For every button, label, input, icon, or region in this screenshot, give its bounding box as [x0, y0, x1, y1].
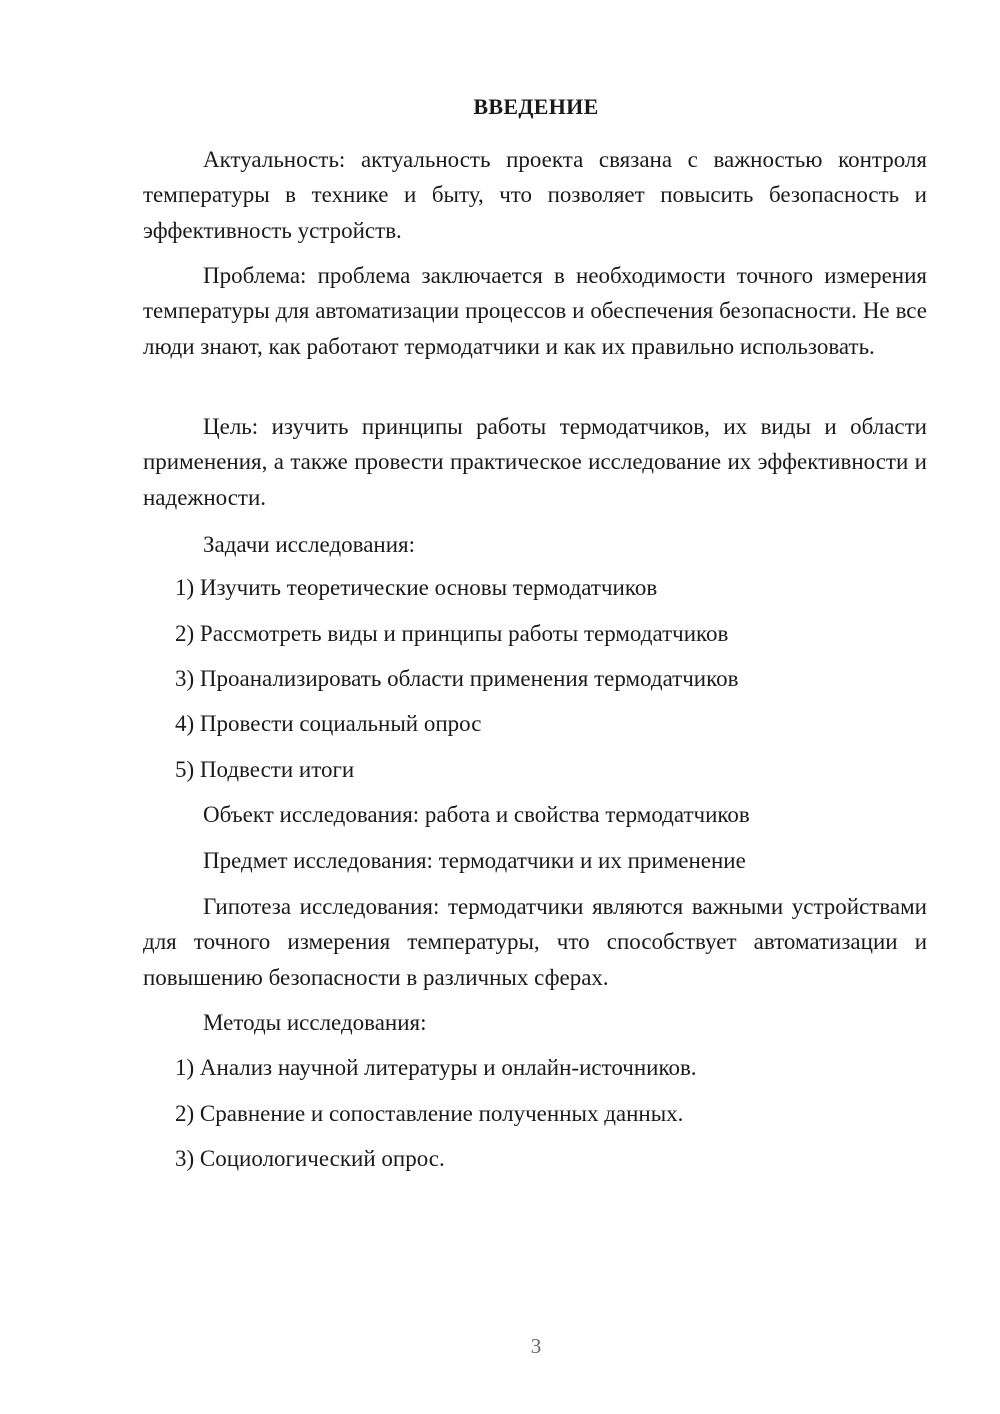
task-item: 4) Провести социальный опрос: [175, 711, 482, 736]
task-item: 3) Проанализировать области применения термодатчиков: [175, 666, 739, 691]
page-number: 3: [530, 1334, 542, 1358]
hypothesis-paragraph: Гипотеза исследования: термодатчики являются важными устройствами для точного измерения температуры, что способствует автоматизации и повышению безопасности в различных сферах.: [143, 894, 927, 990]
subject-line: Предмет исследования: термодатчики и их применение: [203, 848, 746, 873]
relevance-paragraph: Актуальность: актуальность проекта связана с важностью контроля температуры в технике и быту, что позволяет повысить безопасность и эффективность устройств.: [143, 147, 927, 243]
tasks-heading: Задачи исследования:: [203, 532, 416, 557]
object-line: Объект исследования: работа и свойства термодатчиков: [203, 802, 750, 827]
task-item: 2) Рассмотреть виды и принципы работы термодатчиков: [175, 621, 729, 646]
task-item: 1) Изучить теоретические основы термодатчиков: [175, 575, 658, 600]
section-title: ВВЕДЕНИЕ: [473, 94, 599, 119]
problem-paragraph: Проблема: проблема заключается в необходимости точного измерения температуры для автоматизации процессов и обеспечения безопасности. Не все люди знают, как работают термодатчики и как их правильно использовать.: [143, 263, 927, 359]
method-item: 2) Сравнение и сопоставление полученных данных.: [175, 1101, 684, 1126]
goal-paragraph: Цель: изучить принципы работы термодатчиков, их виды и области применения, а также провести практическое исследование их эффективности и надежности.: [143, 414, 927, 510]
task-item: 5) Подвести итоги: [175, 757, 355, 782]
method-item: 3) Социологический опрос.: [175, 1146, 445, 1171]
methods-heading: Методы исследования:: [203, 1010, 427, 1035]
method-item: 1) Анализ научной литературы и онлайн-источников.: [175, 1055, 697, 1080]
